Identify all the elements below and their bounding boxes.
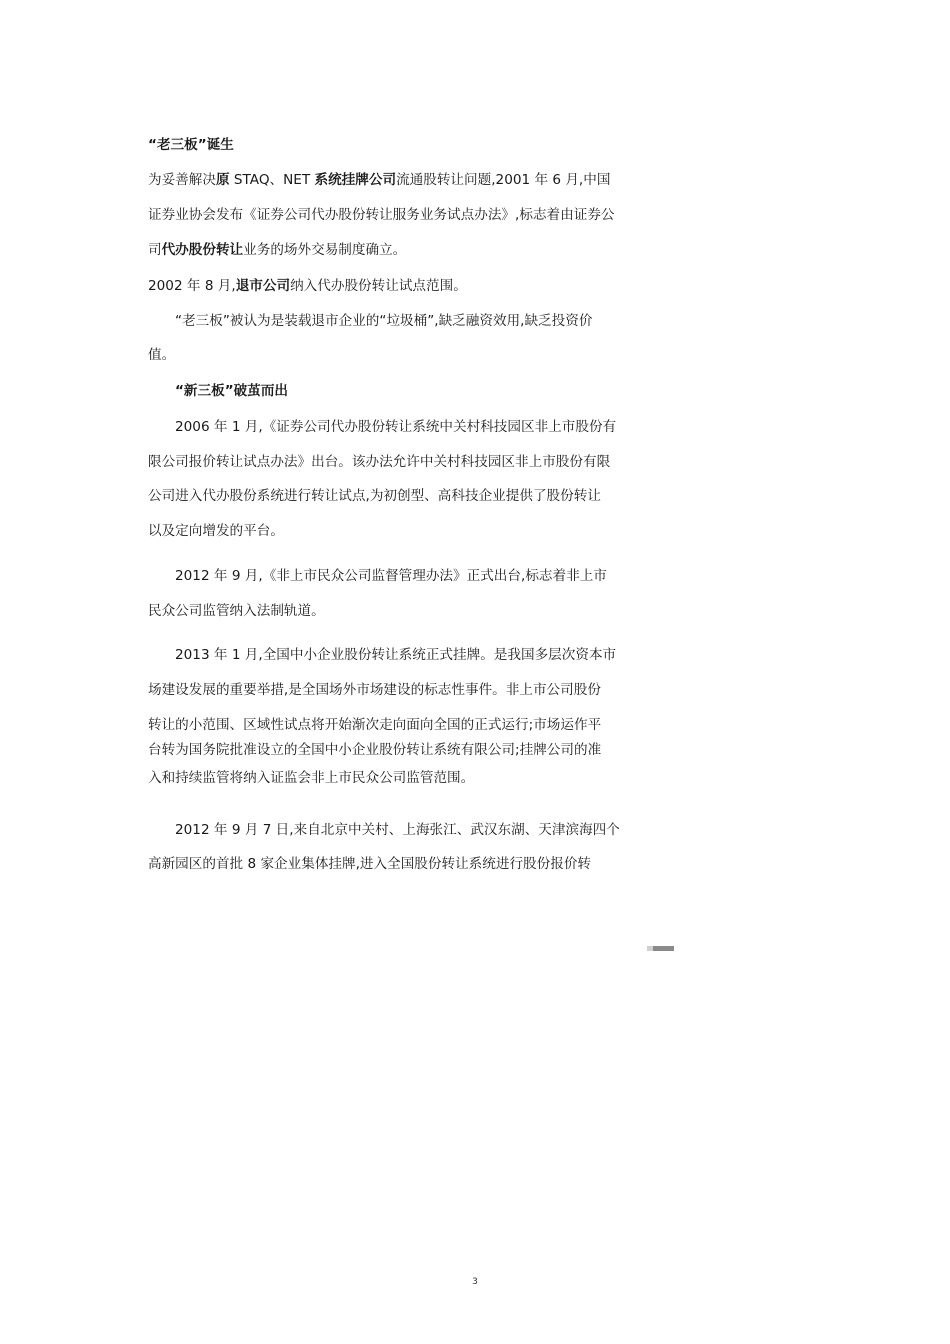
- p1-line-1: 为妥善解决原 STAQ、NET 系统挂牌公司流通股转让问题,2001 年 6 月,中国: [148, 172, 611, 188]
- heading-new-third-board: “新三板”破茧而出: [175, 383, 289, 399]
- p5-line-1: 2012 年 9 月,《非上市民众公司监督管理办法》正式出台,标志着非上市: [175, 568, 607, 584]
- p4-line-1: 2006 年 1 月,《证券公司代办股份转让系统中关村科技园区非上市股份有: [175, 419, 617, 435]
- p4-line-2: 限公司报价转让试点办法》出台。该办法允许中关村科技园区非上市股份有限: [148, 454, 611, 470]
- heading-old-third-board: “老三板”诞生: [148, 137, 234, 153]
- p6-line-2: 场建设发展的重要举措,是全国场外市场建设的标志性事件。非上市公司股份: [148, 682, 601, 698]
- p4-line-3: 公司进入代办股份系统进行转让试点,为初创型、高科技企业提供了股份转让: [148, 488, 601, 504]
- p4-line-4: 以及定向增发的平台。: [148, 523, 284, 539]
- page-number: 3: [472, 1277, 478, 1287]
- p6-line-1: 2013 年 1 月,全国中小企业股份转让系统正式挂牌。是我国多层次资本市: [175, 647, 617, 663]
- p7-line-1: 2012 年 9 月 7 日,来自北京中关村、上海张江、武汉东湖、天津滨海四个: [175, 822, 620, 838]
- p5-line-2: 民众公司监管纳入法制轨道。: [148, 603, 325, 619]
- p6-line-5: 入和持续监管将纳入证监会非上市民众公司监管范围。: [148, 770, 475, 786]
- p1-line-3: 司代办股份转让业务的场外交易制度确立。: [148, 242, 407, 258]
- p3-line-1: “老三板”被认为是装载退市企业的“垃圾桶”,缺乏融资效用,缺乏投资价: [175, 313, 593, 329]
- p2-line: 2002 年 8 月,退市公司纳入代办股份转让试点范围。: [148, 278, 467, 294]
- p6-line-4: 台转为国务院批准设立的全国中小企业股份转让系统有限公司;挂牌公司的准: [148, 742, 602, 758]
- p7-line-2: 高新园区的首批 8 家企业集体挂牌,进入全国股份转让系统进行股份报价转: [148, 856, 592, 872]
- p6-line-3: 转让的小范围、区域性试点将开始渐次走向面向全国的正式运行;市场运作平: [148, 717, 602, 733]
- p3-line-2: 值。: [148, 347, 176, 363]
- p1-line-2: 证券业协会发布《证券公司代办股份转让服务业务试点办法》,标志着由证券公: [148, 207, 615, 223]
